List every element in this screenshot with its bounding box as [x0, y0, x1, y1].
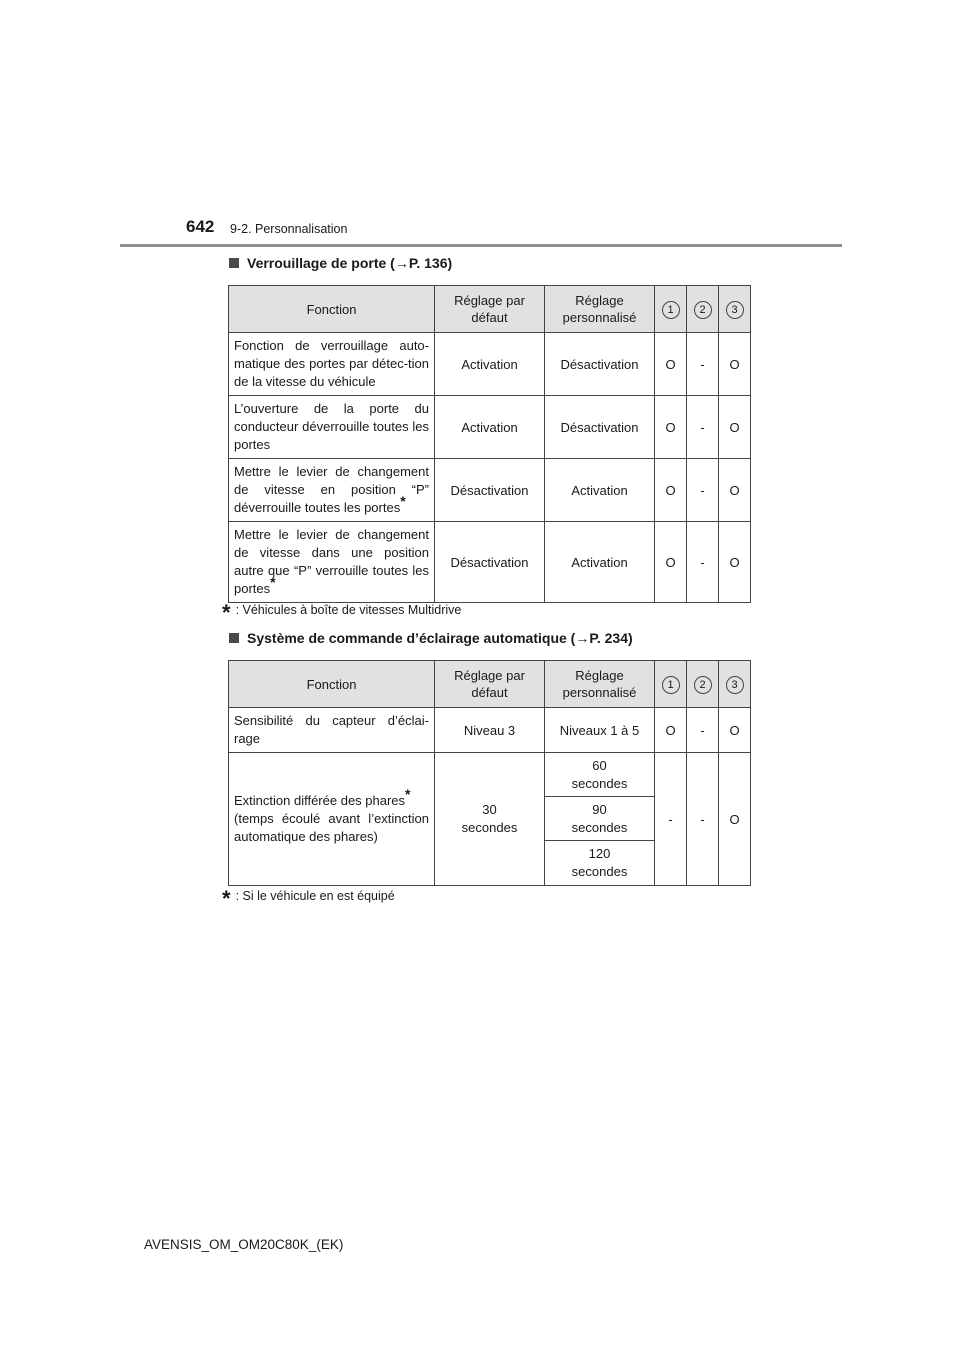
- row-fonction: [229, 753, 435, 886]
- circled-1-icon: 1: [662, 301, 680, 319]
- row-perso-option: [545, 753, 655, 797]
- row-c2: -: [687, 522, 719, 603]
- col-header-fonction: Fonction: [229, 661, 435, 708]
- row-c3: O: [719, 396, 751, 459]
- row-fonction: [229, 459, 435, 522]
- row-defaut: Niveau 3: [435, 708, 545, 753]
- row-perso-text: 120 secondes: [571, 846, 628, 879]
- col-header-2: [687, 286, 719, 333]
- row-fonction-line1: Extinction différée des phares: [234, 793, 406, 808]
- row-c1: O: [655, 333, 687, 396]
- row-c3: O: [719, 522, 751, 603]
- row-c3: O: [719, 333, 751, 396]
- table-row: [229, 396, 751, 459]
- table-header-row: [229, 661, 751, 708]
- row-perso-text: 90 secondes: [571, 801, 628, 835]
- row-c1: O: [655, 522, 687, 603]
- section-title-auto-lighting: [229, 630, 633, 646]
- col-header-1: [655, 661, 687, 708]
- section-title-text: Système de commande d’éclairage automatique (→P. 234): [247, 630, 633, 646]
- row-defaut: Activation: [435, 333, 545, 396]
- row-c3: O: [719, 708, 751, 753]
- row-defaut: Désactivation: [435, 522, 545, 603]
- col-header-reglage-perso: Réglage personnalisé: [545, 286, 655, 333]
- row-c3: O: [719, 753, 751, 886]
- circled-3-icon: 3: [726, 301, 744, 319]
- door-lock-table: [228, 285, 751, 603]
- row-perso-text: 60 secondes: [571, 757, 628, 791]
- row-fonction-text: Mettre le levier de changement de vitesse dans une position autre que “P” verrouille toutes les portes: [234, 527, 429, 596]
- footnote-text: : Si le véhicule en est équipé: [235, 889, 395, 903]
- row-c2: -: [687, 708, 719, 753]
- footnote-star: *: [222, 886, 231, 911]
- table-row: [229, 708, 751, 753]
- row-fonction: Fonction de verrouillage auto-matique des portes par détec-tion de la vitesse du véhicule: [229, 333, 435, 396]
- row-c1: O: [655, 708, 687, 753]
- row-defaut-text: 30 secondes: [461, 802, 518, 835]
- footnote-star: *: [405, 786, 411, 802]
- table-row: [229, 753, 751, 797]
- circled-3-icon: 3: [726, 676, 744, 694]
- col-header-reglage-defaut: Réglage par défaut: [435, 286, 545, 333]
- row-c1: O: [655, 459, 687, 522]
- col-header-reglage-defaut: Réglage par défaut: [435, 661, 545, 708]
- row-defaut: [435, 753, 545, 886]
- row-perso: Activation: [545, 459, 655, 522]
- row-defaut: Activation: [435, 396, 545, 459]
- row-fonction-text: Mettre le levier de changement de vitesse en position “P” déverrouille toutes les portes: [234, 464, 429, 515]
- section-title-door-lock: [229, 255, 452, 271]
- row-perso-option: [545, 841, 655, 886]
- row-c3: O: [719, 459, 751, 522]
- document-code-footer: AVENSIS_OM_OM20C80K_(EK): [144, 1237, 344, 1252]
- footnote-multidrive: [222, 600, 461, 626]
- footnote-star: *: [270, 574, 276, 590]
- col-header-1: [655, 286, 687, 333]
- row-c2: -: [687, 459, 719, 522]
- col-header-3: [719, 286, 751, 333]
- row-perso: Niveaux 1 à 5: [545, 708, 655, 753]
- table-row: [229, 333, 751, 396]
- col-header-3: [719, 661, 751, 708]
- col-header-fonction: Fonction: [229, 286, 435, 333]
- row-fonction: L’ouverture de la porte du conducteur déverrouille toutes les portes: [229, 396, 435, 459]
- header-rule: [120, 244, 842, 247]
- footnote-star: *: [222, 600, 231, 625]
- footnote-star: *: [400, 493, 406, 509]
- row-c1: O: [655, 396, 687, 459]
- circled-2-icon: 2: [694, 676, 712, 694]
- row-defaut: Désactivation: [435, 459, 545, 522]
- table-header-row: [229, 286, 751, 333]
- table-row: [229, 522, 751, 603]
- row-c2: -: [687, 396, 719, 459]
- row-perso: Activation: [545, 522, 655, 603]
- footnote-if-equipped: [222, 886, 395, 912]
- footnote-text: : Véhicules à boîte de vitesses Multidrive: [235, 603, 462, 617]
- page-number: 642: [186, 217, 215, 236]
- col-header-reglage-perso: Réglage personnalisé: [545, 661, 655, 708]
- row-c1: -: [655, 753, 687, 886]
- row-c2: -: [687, 753, 719, 886]
- table-row: [229, 459, 751, 522]
- row-perso: Désactivation: [545, 396, 655, 459]
- square-bullet-icon: [229, 258, 239, 268]
- square-bullet-icon: [229, 633, 239, 643]
- chapter-title: 9-2. Personnalisation: [230, 222, 348, 236]
- circled-1-icon: 1: [662, 676, 680, 694]
- circled-2-icon: 2: [694, 301, 712, 319]
- col-header-2: [687, 661, 719, 708]
- row-fonction: Sensibilité du capteur d’éclai-rage: [229, 708, 435, 753]
- row-perso: Désactivation: [545, 333, 655, 396]
- row-perso-option: [545, 797, 655, 841]
- auto-lighting-table: [228, 660, 751, 886]
- row-c2: -: [687, 333, 719, 396]
- row-fonction-rest: (temps écoulé avant l’extinction automatique des phares): [234, 811, 429, 844]
- row-fonction: [229, 522, 435, 603]
- section-title-text: Verrouillage de porte (→P. 136): [247, 255, 453, 271]
